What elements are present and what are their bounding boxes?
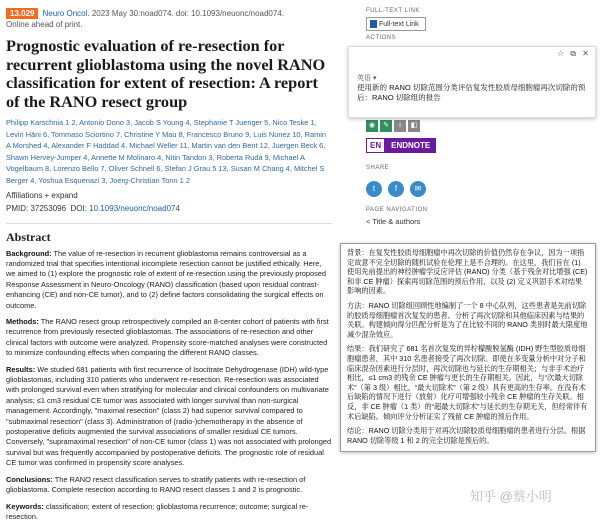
extension-toolbar [366,120,476,132]
watermark: 知乎 @蔡小明 [470,489,552,504]
share-heading: SHARE [366,165,390,171]
twitter-icon[interactable]: t [366,181,382,197]
popup-toolbar-icons[interactable]: ☆ ⧉ ✕ [556,49,591,58]
actions-heading: ACTIONS [366,35,397,41]
article-main [6,8,332,528]
affiliations-toggle[interactable]: Affiliations + expand [6,190,78,200]
info-icon[interactable]: i [394,120,406,132]
keywords: Keywords: classification; extent of resection; glioblastoma recurrence; outcome; surgical re-resection. [6,501,309,521]
author-list[interactable]: Philipp Karschnia 1 2, Antonio Dono 3, Jacob S Young 4, Stephanie T Juenger 5, Nico Teske 1, Levin Häni 6, Tommaso Sciortino 7, Christine Y Mau 8, Francesco Bruno 9, Luis Nunez 10, Ramin A Morshed 4, Alexander F Haddad 4, Michael Weller 11, Martin van den Bent 12, Juergen Beck 6, Shawn Hervey-Jumper 4, Annette M Molinaro 4, Nitin Tandon 3, Roberta Rudà 9, Michael A Vogelbaum 8, Lorenzo Bello 7, Oliver Schnell 6, Stefan J Grau 5 13, Susan M Chang 4, Mitchel S Berger 4, Yoshua Esquenazi 3, Joerg-Christian Tonn 1 2 [6,118,327,185]
translation-popup [348,46,596,118]
abstract-conclusions: Conclusions: The RANO resect classification serves to stratify patients with re-resection of glioblastoma. Complete resection according to RANO resect classes 1 and 2 is prognostic. [6,474,306,495]
bookmark-icon[interactable]: ◧ [408,120,420,132]
nav-title-authors[interactable]: < Title & authors [366,217,421,226]
full-text-link-button[interactable]: Full-text Link [366,17,426,31]
abstract-results: Results: We studied 681 patients with first recurrence of Isocitrate Dehydrogenase (IDH) wild-type glioblastomas, including 310 patients who underwent re-resection. Re-resection was associated with prolonged survival even when stratifying for molecular and clinical confounders on multivariate analysis; ≤1 cm3 residual CE tumor was associated with longer survival than non-surgical management. Accordingly, "maximal resection" (class 2) had superior survival compared to "submaximal resection" (class 3). Administration of (radio-)chemotherapy in the absence of postoperative deficits augmented the survival associations of smaller residual CE tumors. Conversely, "supramaximal resection" of non-CE tumor (class 1) was not associated with prolonged survival but was frequently accompanied by postoperative deficits. The prognostic role of residual CE tumor was confirmed in propensity score analyses. [6,364,332,468]
abstract-body [6,249,332,523]
full-text-heading: FULL-TEXT LINK [366,8,420,14]
source-language-select[interactable]: 英语 ▾ [357,75,377,82]
citation-line [6,8,332,19]
eye-icon[interactable]: ◉ [366,120,378,132]
abstract-methods: Methods: The RANO resect group retrospectively compiled an 8-center cohort of patients with first recurrence from previously resected glioblastomas. The associations of re-resection and other clinical factors with outcome were analyzed. Propensity score-matched analyses were constructed to minimize confounding effects when comparing the different RANO classes. [6,317,329,358]
impact-factor-badge: 13.029 [6,8,38,19]
doi-label: DOI: [70,203,90,213]
email-icon[interactable]: ✉ [410,181,426,197]
translation-panel [340,243,596,452]
endnote-button[interactable]: EN ENDNOTE [366,138,476,153]
translated-title: 使用新的 RANO 切除范围分类评估复发性胶质母细胞瘤再次切除的预后：RANO 切除组的报告 [357,83,586,102]
citation-rest: . 2023 May 30:noad074. doi: 10.1093/neuonc/noad074. [87,9,284,18]
article-ids [6,204,332,213]
translation-conclusions: 结论：RANO 切除分类用于对再次切除胶质母细胞瘤的患者进行分层。根据 RANO 切除等级 1 和 2 的完全切除是预后的。 [347,426,586,445]
edit-icon[interactable]: ✎ [380,120,392,132]
online-status: Online ahead of print. [6,20,83,29]
abstract-background: Background: The value of re-resection in recurrent glioblastoma remains controversial as a randomized trial that specifies intentional incomplete resection cannot be justified ethically. Here, we aimed to (1) explore the prognostic role of extent of re-resection using the previously proposed Response Assessment in Neuro-Oncology (RANO) classification (based upon residual contrast-enhancing (CE) and non-CE tumor), and to (2) define factors consolidating the surgical effects on outcome. [6,248,327,310]
translation-methods: 方法：RANO 切除组回顾性地编制了一个 8 中心队列，这些患者是先前切除的胶质母细胞瘤首次复发的患者。分析了再次切除和其他临床因素与结果的关联。构建倾向得分匹配分析是为了在比较不同的 RANO 类别时最大限度地减少混杂效应。 [347,300,588,339]
translation-results: 结果：我们研究了 681 名首次复发的异柠檬酸脱氢酶 (IDH) 野生型胶质母细胞瘤患者，其中 310 名患者接受了再次切除。即使在多变量分析中对分子和临床混杂因素进行分层时，再次切除也与延长的生存期相关；与非手术治疗相比，≤1 cm3 的残余 CE 肿瘤与更长的生存期相关。因此，与“次最大切除术”（第 3 级）相比，“最大切除术”（第 2 级）具有更高的生存率。在没有术后缺陷的情况下进行（放射）化疗可增强较小残余 CE 肿瘤的生存关联。相反，非 CE 肿瘤（1 类）的“超最大切除术”与延长的生存期无关，但经常伴有术后缺陷。倾向评分分析证实了残留 CE 肿瘤的预后作用。 [347,344,588,421]
facebook-icon[interactable]: f [388,181,404,197]
abstract-heading: Abstract [6,223,332,245]
translation-background: 背景：在复发性胶质母细胞瘤中再次切除的价值仍然存在争议，因为一项指定故意不完全切除的随机试验在伦理上是不合理的。在这里，我们旨在 (1) 使用先前提出的神经肿瘤学反应评估 (RANO) 分类（基于残余对比增强 (CE) 和非 CE 肿瘤）探索再切除范围的预后作用，以及 (2) 定义巩固手术对结果影响的因素。 [347,248,588,296]
doi-link[interactable]: 10.1093/neuonc/noad074 [89,203,180,213]
journal-link[interactable]: Neuro Oncol [42,9,88,18]
share-buttons [366,181,476,197]
article-title: Prognostic evaluation of re-resection for recurrent glioblastoma using the novel RANO classification for extent of resection: A report of the RANO resect group [6,36,326,111]
page-navigation [366,207,476,226]
document-icon [370,20,377,28]
page-nav-heading: PAGE NAVIGATION [366,207,428,213]
pmid: PMID: 37253096 [6,203,67,213]
